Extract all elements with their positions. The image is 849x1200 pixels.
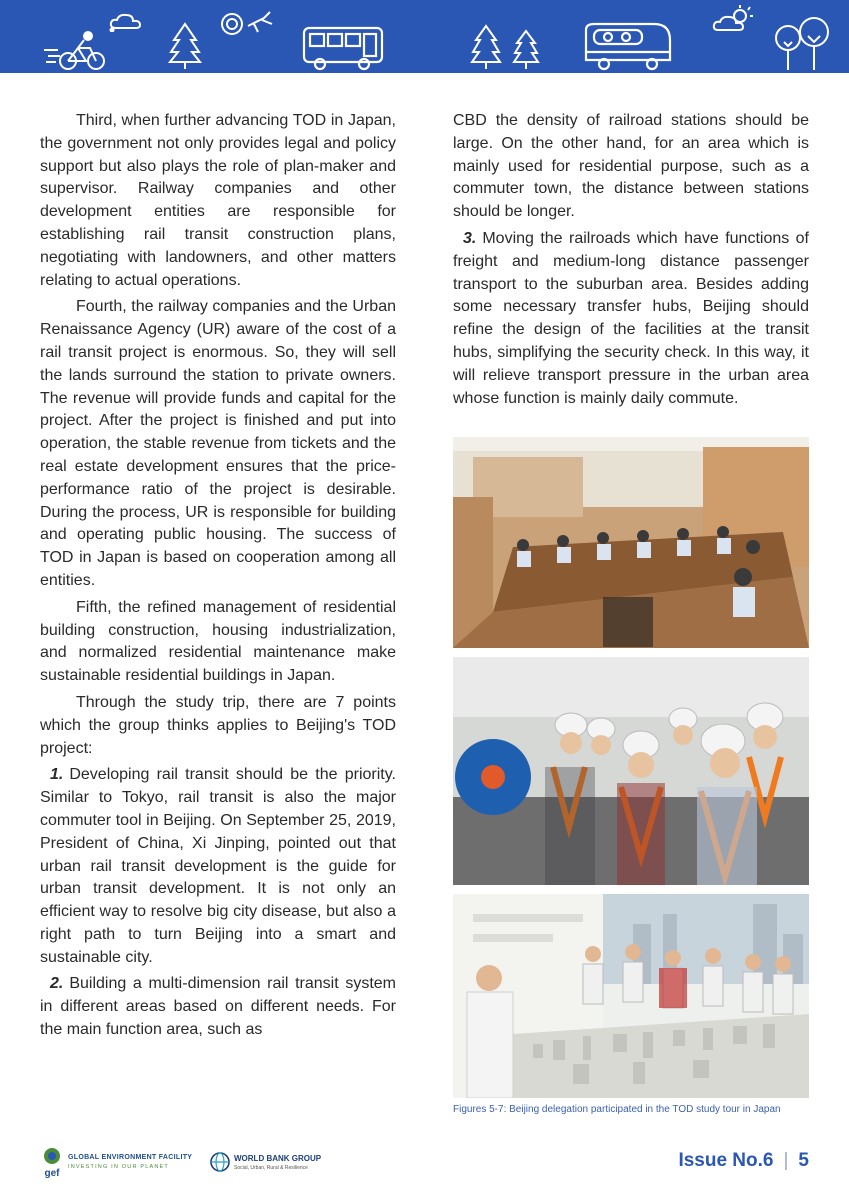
left-text-column (40, 110, 396, 1046)
bus-icon (300, 24, 386, 72)
paragraph: Fifth, the refined management of residential building construction, housing industrialization, and normalized residential maintenance make sustainable residential buildings in Japan. (40, 598, 396, 685)
paragraph: Fourth, the railway companies and the Urban Renaissance Agency (UR) aware of the cost of a rail transit project is enormous. So, they will sell the lands surround the station to private owners. The revenue will provide funds and capital for the project. After the project is finished and put into operation, the stable revenue from tickets and the real estate development ensures that the price-performance ratio of the project is desirable. During the process, UR is responsible for building and operating public housing. The success of TOD in Japan is based on cooperation among all entities. (40, 298, 396, 589)
cyclist-icon (44, 28, 112, 72)
figure-caption: Figures 5-7: Beijing delegation participated in the TOD study tour in Japan (453, 1104, 781, 1115)
world-bank-globe-icon (210, 1152, 230, 1172)
item-number: 3. (463, 229, 477, 247)
item-text: Building a multi-dimension rail transit system in different areas based on different needs. For the main function area, such as (40, 975, 396, 1039)
world-bank-name: WORLD BANK GROUP (234, 1154, 322, 1163)
item-number: 1. (50, 766, 64, 784)
header-banner (0, 0, 849, 73)
numbered-item-1 (40, 764, 396, 969)
photo-meeting-room (453, 437, 809, 648)
issue-page-marker (678, 1150, 809, 1172)
item-number: 2. (50, 975, 64, 993)
photo-city-model (453, 894, 809, 1098)
bird-icon (218, 10, 276, 42)
page-number: 5 (798, 1150, 809, 1171)
gef-name: GLOBAL ENVIRONMENT FACILITY (68, 1154, 193, 1161)
photo-site-tour (453, 657, 809, 885)
issue-label: Issue No.6 (678, 1150, 774, 1171)
numbered-item-2 (40, 973, 396, 1041)
item-text: Moving the railroads which have functions of freight and medium-long distance passenger transport to the suburban area. Besides adding some necessary transfer hubs, Beijing should refine the design of the facilities at the transit hubs, simplifying the security check. In this way, it will relieve transport pressure in the urban area whose function is mainly daily commute. (453, 229, 809, 407)
numbered-item-3 (453, 228, 809, 410)
tram-icon (582, 20, 674, 72)
gef-short: gef (44, 1168, 60, 1178)
divider: | (783, 1150, 789, 1171)
tree-icon (470, 22, 502, 70)
paragraph: Third, when further advancing TOD in Japan, the government not only provides legal and policy support but also plays the role of plan-maker and supervisor. Railway companies and other development entities are responsible for establishing rail transit construction plans, negotiating with landowners, and other matters relating to actual operations. (40, 112, 396, 289)
right-text-column (453, 110, 809, 414)
gef-tagline: INVESTING IN OUR PLANET (68, 1164, 169, 1170)
item-text: Developing rail transit should be the priority. Similar to Tokyo, rail transit is also the major commuter tool in Beijing. On September 25, 2019, President of China, Xi Jinping, pointed out that urban rail transit development is the guide for urban transit development. It is not only an efficient way to resolve big city disease, but also a right path to turn Beijing into a smart and sustainable city. (40, 766, 396, 966)
footer-logos (40, 1146, 340, 1180)
sun-cloud-icon (712, 4, 756, 34)
gef-logo-icon (40, 1146, 64, 1178)
paragraph: CBD the density of railroad stations should be large. On the other hand, for an area which is mainly used for residential purpose, such as a commuter town, the distance between stations should be longer. (453, 112, 809, 221)
tree-icon (512, 28, 540, 70)
paragraph: Through the study trip, there are 7 points which the group thinks applies to Beijing's TOD project: (40, 693, 396, 757)
tree-icon (770, 10, 834, 72)
world-bank-subtitle: Social, Urban, Rural & Resilience (234, 1165, 308, 1171)
cloud-icon (108, 12, 144, 32)
tree-icon (168, 20, 202, 70)
